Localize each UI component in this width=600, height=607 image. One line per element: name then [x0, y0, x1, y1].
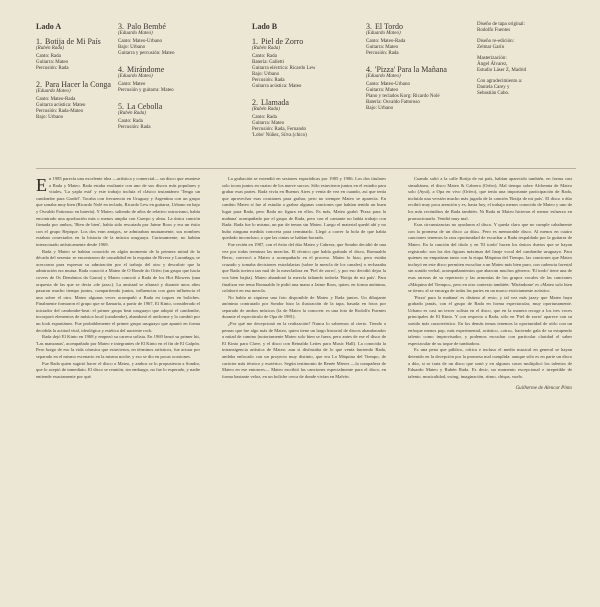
track-title: [118, 65, 218, 74]
notes-paragraph: ¿Por qué me decepcionó en la realización? Nunca lo sabremos al cierto. Tiendo a pensar que fue algo más de Mateo, quien tiene un largo historial de discos abandonados a mitad de camino (notoriamente Mateo solo bien se fuera, pero antes de ese el disco de El Kinto para Clave, y el disco con Reinaldo Leites para Music Hall). La conocida la intransigencia artística de Mateo: aun si disfrutaba de lo que venía haciendo Rada, andaba enfocado con un proyecto muy distinto, que era La Máquina del Tiempo, de carácter más técnico y esotérico. Según testimonio de Renée Mieres —la compañera de Mateo en ese entonces— Mateo escribió las canciones especialmente para el disco, en forma bastante veloz, en un boliche cerca de donde vivían en Malvín.: [222, 321, 386, 379]
track-credit: Canto: Mateo-Urbano: [118, 39, 163, 44]
track-title: [118, 22, 218, 31]
track: [118, 65, 218, 94]
notes-paragraph: 'Pizza' para la mañana' es distinto al resto, y tal vez más jazzy que Mateo haya grabado jamás, con el grupo de Rada en forma espectacular, muy oportunamente. Urbano es casi un tercer solista en el disco, que en la manera recoge a los tres voces principales de El Kinto. Y con respecto a Rada, sólo en 'Piel de zorro' aparece con su sonido más característico. En los demás temas tenemos la oportunidad de oírlo con un enfoque menos pop, más experimental, acústico, «otro», haciendo gala de su estupendo talento como improvisador, y podemos escuchar con particular claridad el saber espectacular de su toque de tumbadora.: [408, 294, 572, 346]
track: [366, 22, 476, 57]
track-title: [36, 80, 118, 89]
credit-role: Con agradecimiento a:: [477, 79, 523, 84]
track-credit: Guitarra: Mateo: [252, 121, 285, 126]
side-a-column-2: [118, 22, 218, 139]
side-a-column-1: [36, 22, 118, 129]
track-listing: [0, 22, 600, 172]
credit-role: Diseño de tapa original:: [477, 22, 525, 27]
notes-paragraph: Es una pena que público, crítica e incluso el medio musical en general se hayan detenido en la decepción por la promesa mal cumplida: aunque sólo es en parte un disco a dúo, si se trata de un disco que sonó y en algunos casos multiplicó los talentos de Eduardo Mateo y Rubén Rada. Es decir, un momento excepcional e irrepetible de talento, musicalidad, swing, imaginación, ritmo, chispa, vuelo.: [408, 347, 572, 379]
track-title: [366, 22, 476, 31]
track-composer: (Eduardo Mateo): [366, 74, 401, 79]
credit-name: Zelmar Garín: [477, 45, 505, 50]
credit-name: Daniela Carey y: [477, 85, 510, 90]
drop-cap: E: [36, 175, 47, 195]
track: [36, 37, 118, 72]
track-composer: (Eduardo Mateo): [36, 89, 71, 94]
track-name: La Cebolla: [127, 102, 163, 111]
track-credit: Canto: Rada: [118, 119, 143, 124]
track-credit: Bajo: Urbano: [36, 115, 64, 120]
credit-name: Ángel Álvarez,: [477, 62, 508, 67]
notes-paragraph: Rada dejó El Kinto en 1968 y empezó su carrera solista. En 1969 lanzó su primer hit, 'Las manzanas', acompañado por Mateo e integrantes de El Kinto en el fin de El Galpón. Pero luego de eso la vida cósmica que estuvieron, en términos artísticos, fue actuar por separado en el mismo escenario en la misma noche, y eso se dio en pocas ocasiones.: [36, 334, 200, 360]
track-number: 3.: [118, 22, 124, 31]
track: [252, 98, 362, 139]
track: [118, 102, 218, 131]
track-composer: (Rubén Rada): [118, 111, 146, 116]
track-credit: Percusión: Rada-Mateo: [36, 109, 84, 114]
notes-paragraph: Esas circunstancias no ayudaron al disco. Y queda claro que no cumple cabalmente con la promesa de un disco «a dúo». Pero es memorable disco. Al menos en cuatro canciones tenemos la rara oportunidad de escuchar a Rada respaldado por la guitarra de Mateo. En la canción del título y en 'El tordo' hacen los únicos duetos que se hayan registrado: son las dos figuras máximas del linaje vocal del candombe uruguayo. Para quienes no empatizan tanto con la etapa Máquina del Tiempo, las canciones que Mateo incluyó en este disco permiten escuchar a un Mateo más bien puro, con cadencia forestal sin sonido verbal, acompañamientos que abarcan muchos géneros: 'El tordo' tiene una de esas rarezas de su repertorio y las armonías de los grupos vocales de las canciones «Máquina del Tiempo», pero en otro contexto también: 'Mirándome' es «Mateo solo bien se tiene» al se encarga de todas las partes en un marco estrictamente acústico.: [408, 222, 572, 294]
track-name: Llamada: [261, 98, 289, 107]
notes-paragraph: Cuando salió a la calle Botija de mi país, habían aparecido también, en forma casi simultánea, el disco Mateo & Cabrera (Orfeo), Mal tiempo sobre Alchemia de Mateo solo (Ayuí), a Opa en vivo (Orfeo), que tenía una importante participación de Rada, incluida una versión mucho más jugada de la canción 'Botija de mi país'. El disco a dúo recibió muy poca atención y es, hasta hoy, el trabajo menos conocido de Mateo y uno de los más recónditos de Rada también. Ni Rada ni Mateo hicieron el menor esfuerzo en promocionarlo. Vendió muy mal.: [408, 176, 572, 221]
track-credit: Piano y teclados Korg: Ricardo Nolé: [366, 94, 440, 99]
notes-paragraph: Fue recién en 1987, con el éxito del dúo Mateo y Cabrera, que Sondor decidió de una vez por todas terminar las mezclas. El técnico que había grabado el disco, Romualdo Berro, convocó a Mateo a acompañarlo en el proceso. Mateo lo hizo, pero estaba cruzado y tomaba decisiones estrafalarias (sobre la mezcla de los canales) o rechazaba que Rada tuviera tan mal de la mezcladora en 'Piel de zorro', y por eso decidió dejar la voz bien bajita). Mateo abandonó la mezcla faltando todavía 'Botija de mi país'. Para finalizar ese tema Romualdo le pidió una mano a Jaime Roos, quien, en forma anónima, colaboró en esa mezcla.: [222, 241, 386, 294]
track: [366, 65, 476, 112]
track-number: 1.: [252, 37, 258, 46]
track-credit: Percusión: Rada: [36, 66, 69, 71]
track: [118, 22, 218, 57]
track-number: 2.: [252, 98, 258, 107]
track-credit: Percusión: Rada, Fernando: [252, 127, 307, 132]
track-composer: (Rubén Rada): [252, 107, 280, 112]
track: [252, 37, 362, 90]
track-number: 5.: [118, 102, 124, 111]
track-credit: Canto: Rada: [252, 54, 277, 59]
section-divider: [36, 168, 576, 169]
track-name: El Tordo: [375, 22, 403, 31]
credit-extra: Estudio Láser Z, Madrid: [477, 68, 527, 73]
notes-paragraph: Fue Rada quien sugirió hacer el disco a Mateo, y ambos se lo propusieron a Sondor, que lo aceptó de inmediato. El disco se reunión, sin embargo, no fue lo esperado, y nadie entiende exactamente por qué.: [36, 360, 200, 379]
track-number: 1.: [36, 37, 42, 46]
track-number: 3.: [366, 22, 372, 31]
track-credit: Percusión: Rada: [366, 51, 399, 56]
track-credit: Bajo: Urbano: [366, 106, 394, 111]
production-credits: [477, 22, 577, 102]
track-composer: (Rubén Rada): [36, 46, 64, 51]
track-credit: Canto: Rada: [252, 115, 277, 120]
credit-role: Diseño re-edición:: [477, 39, 515, 44]
track-composer: (Eduardo Mateo): [366, 31, 401, 36]
track-number: 4.: [118, 65, 124, 74]
track-composer: (Rubén Rada): [252, 46, 280, 51]
credit-role: Masterización:: [477, 56, 507, 61]
credit-entry: [477, 22, 577, 34]
track-number: 2.: [36, 80, 42, 89]
track-credit: Bajo: Urbano: [252, 72, 280, 77]
track-credit: Canto: Rada: [36, 54, 61, 59]
track-credit: Percusión y guitarra: Mateo: [118, 88, 174, 93]
track-title: [252, 98, 362, 107]
track-credit: Guitarra eléctrica: Ricardo Lew: [252, 66, 316, 71]
track-credit: Batería: Galletti: [252, 60, 285, 65]
track-name: Botija de Mi País: [45, 37, 101, 46]
track-credit: Guitarra acústica: Mateo: [252, 84, 302, 89]
track: [36, 80, 118, 121]
track-credit: Batería: Osvaldo Fattoruso: [366, 100, 420, 105]
track-name: Mirándome: [127, 65, 165, 74]
notes-column-3: [408, 176, 572, 393]
side-b-column-1: [252, 22, 362, 147]
track-credit: Percusión: Rada: [118, 125, 151, 130]
credit-entry: [477, 56, 577, 74]
credit-extra: Sebastián Cabo.: [477, 91, 510, 96]
notes-column-2: [222, 176, 386, 380]
side-b-column-2: [366, 22, 476, 120]
track-composer: (Eduardo Mateo): [118, 74, 153, 79]
track-composer: (Eduardo Mateo): [118, 31, 153, 36]
credit-name: Rodolfo Fuentes: [477, 28, 511, 33]
track-title: [36, 37, 118, 46]
track-credit: Percusión: Rada: [252, 78, 285, 83]
notes-paragraph: No había ni siquiera una foto disponible de Mateo y Rada juntos. Un dibujante anónimo contratado por Sondor hizo la ilustración de la tapa, basada en fotos por separado de ambos músicos (la de Mateo la conocen: es una foto de Rodolfo Fuentes durante el espectáculo de Opa de 1981).: [222, 294, 386, 320]
track-credit: 'Lobo' Núñez, Silva (chico): [252, 133, 307, 138]
notes-paragraph: La grabación se extendió en sesiones esporádicas por 1985 y 1986. Los dos titulares solo tocan juntos en cuatro de los nueve surcos. Sólo estuvieron juntos en el estudio para grabar esas partes. Rada vivía en Buenos Aires y venía de vez en cuando, así que tenía que aprovechar esas ocasiones para grabar, pero no siempre Mateo se aparecía. En cambio Mateo sí fue al estudio a grabar algunas canciones que habían tenido un buen lugar para Rada, pero Rada no figura en ellos. Es más, Mateo grabó 'Pizza para la mañana' acompañado por el grupo de Rada, pero con el cantante no había trabajo con Rada. Rada fue lo mismo, un par de temas sin Mateo. Luego el material quedó ahí y no hubo ninguna medida concreta para terminarlo. Llegó a correr la bola de que había quedado inconcluso, o que las cintas se habían borrado.: [222, 176, 386, 241]
track-credit: Guitarra: Mateo: [36, 60, 69, 65]
notes-column-1: [36, 176, 200, 380]
track-credit: Guitarra: Mateo: [366, 45, 399, 50]
track-credit: Guitarra acústica: Mateo: [36, 103, 86, 108]
track-name: Palo Bembé: [127, 22, 166, 31]
track-credit: Bajo: Urbano: [118, 45, 146, 50]
notes-paragraph: Rada y Mateo se habían conocido en algún momento de la primera mitad de la década del sesenta: se encontraron de casualidad en la esquina de Rivera y Larrañaga, se acercaron para expresar su admiración por el trabajo del otro y descubrir que la admiración era mutua. Rada conoció a Mateo de O Bonde do Orfeo (un grupo que hacía covers de Os Demônios da Garoa) y Mateo conoció a Rada de los Hot Blowers (una orquesta de las que se decía «de jazz»). La amistad se afianzó y durante unos años pasaron mucho tiempo juntos, compartiendo juntos, influencias con gran influencia el uno sobre el otro. Mateo algunas veces acompañó a Rada en toques en boliches. Finalmente formaron el grupo que se llamaría, a partir de 1967, El Kinto, considerado el iniciador del candombe-beat: el primer grupo beat uruguayo que adoptó el candombe, incorporó elementos de música local (candombe), abandonó el uniforme y lo cambió por un look espontáneo. Fue probablemente el primer grupo uruguayo que apuntó en forma decidida la actitud vital, ideológica y estética del naciente rock.: [36, 248, 200, 333]
track-number: 4.: [366, 65, 372, 74]
author-signature: Guilherme de Alencar Pinto: [515, 386, 572, 392]
track-title: [118, 102, 218, 111]
track-name: 'Pizza' Para la Mañana: [375, 65, 447, 74]
track-credit: Canto: Mateo: [118, 82, 146, 87]
credit-entry: [477, 79, 577, 97]
track-name: Piel de Zorro: [261, 37, 304, 46]
track-title: [252, 37, 362, 46]
track-credit: Canto: Mateo-Rada: [366, 39, 406, 44]
track-credit: Guitarra y percusión: Mateo: [118, 51, 175, 56]
track-credit: Canto: Mateo-Urbano: [366, 82, 411, 87]
notes-paragraph: En 1985 parecía una excelente idea —artística y comercial— un disco que reuniese a Rada y Mateo. Rada estaba exultante con uno de sus discos más populares y vitales, 'La yapla está' y este trabajo incluía el clásico instantáneo 'Tengo un candombe para Gardel'. Tocaba con frecuencia en Uruguay y Argentina con un grupo que sonaba muy bien (Ricardo Nolé en teclado, Ricardo Lew en guitarra, Urbano en bajo y Osvaldo Fattoruso en batería). Y Mateo, saliendo de años de relativo ostracismo, había encontrado una aprobación más o menos amplia con Cuerpo y alma. La única canción firmada por ambos, 'Bien de bien', había sido rescatada por Jaime Roos y era un éxito con el grupo Repique. Los dos eran amigos, se admiraban mutuamente, sus nombres estaban conectados en la historia de la música uruguaya. Curiosamente, no habían interactuado artísticamente desde 1969.: [36, 175, 200, 247]
side-b-title: Lado B: [252, 22, 278, 31]
side-a-title: Lado A: [36, 22, 62, 31]
track-name: Para Hacer la Conga: [45, 80, 111, 89]
track-credit: Guitarra: Mateo: [366, 88, 399, 93]
track-credit: Canto: Mateo-Rada: [36, 97, 76, 102]
credit-entry: [477, 39, 577, 51]
track-title: [366, 65, 476, 74]
